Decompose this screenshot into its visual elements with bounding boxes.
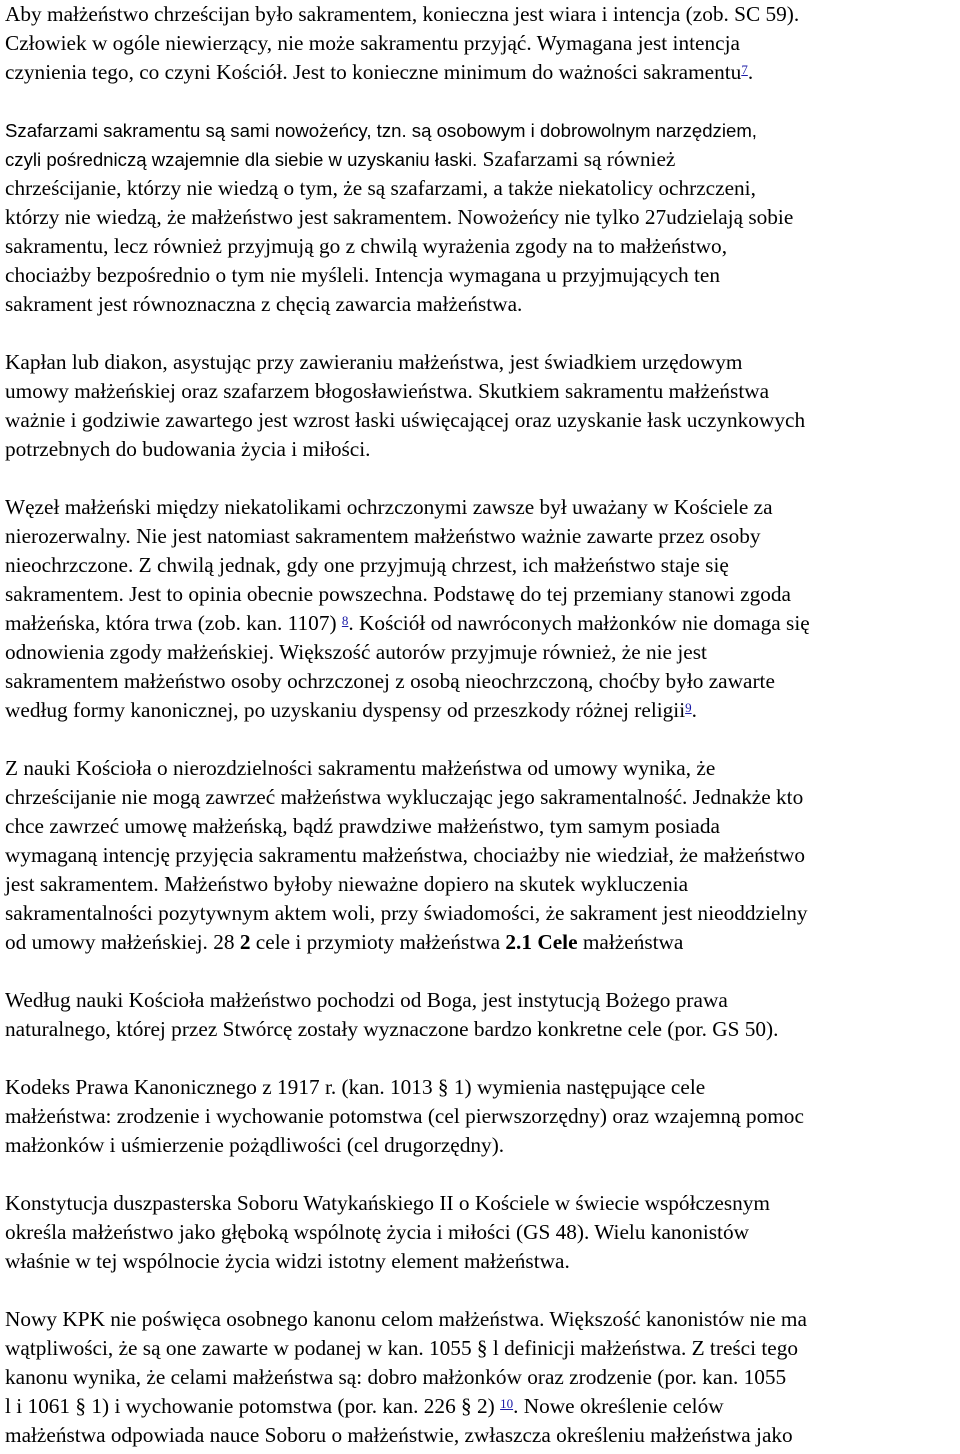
text-span: Szafarzami są również <box>477 147 676 171</box>
text-span: od umowy małżeńskiej. 28 <box>5 930 240 954</box>
text-line: kanonu wynika, że celami małżeństwa są: dobro małżonków oraz zrodzenie (por. kan. 1055 <box>5 1365 787 1389</box>
text-line <box>5 609 810 638</box>
text-line: Szafarzami sakramentu są sami nowożeńcy, tzn. są osobowym i dobrowolnym narzędziem, <box>5 120 757 141</box>
text-line: chce zawrzeć umowę małżeńską, bądź prawdziwe małżeństwo, tym samym posiada <box>5 814 720 838</box>
text-line: Człowiek w ogóle niewierzący, nie może sakramentu przyjąć. Wymagana jest intencja <box>5 31 740 55</box>
text-line: Kapłan lub diakon, asystując przy zawieraniu małżeństwa, jest świadkiem urzędowym <box>5 350 743 374</box>
text-line <box>5 928 683 957</box>
footnote-link-9[interactable]: 9 <box>685 700 692 715</box>
text-line: chociażby bezpośrednio o tym nie myśleli. Intencja wymagana u przyjmujących ten <box>5 263 720 287</box>
section-number: 2 <box>239 930 251 954</box>
text-line: wątpliwości, że są one zawarte w podanej w kan. 1055 § l definicji małżeństwa. Z treści tego <box>5 1336 799 1360</box>
text-line: wymaganą intencję przyjęcia sakramentu małżeństwa, chociażby nie wiedział, że małżeństwo <box>5 843 806 867</box>
text-line: chrześcijanie, którzy nie wiedzą o tym, że są szafarzami, a także niekatolicy ochrzczeni, <box>5 176 756 200</box>
section-heading: 2.1 Cele <box>505 930 578 954</box>
text-line: sakramentem. Jest to opinia obecnie powszechna. Podstawę do tej przemiany stanowi zgoda <box>5 582 791 606</box>
text-line: naturalnego, której przez Stwórcę zostały wyznaczone bardzo konkretne cele (por. GS 50). <box>5 1017 779 1041</box>
footnote-link-10[interactable]: 10 <box>500 1396 514 1411</box>
text-line: odnowienia zgody małżeńskiej. Większość autorów przyjmuje również, że nie jest <box>5 640 707 664</box>
text-span: małżeńska, która trwa (zob. kan. 1107) <box>5 611 342 635</box>
text-line: nieochrzczone. Z chwilą jednak, gdy one przyjmują chrzest, ich małżeństwo staje się <box>5 553 729 577</box>
text-line <box>5 696 697 725</box>
text-line: Węzeł małżeński między niekatolikami ochrzczonymi zawsze był uważany w Kościele za <box>5 495 773 519</box>
text-line: małżeństwa odpowiada nauce Soboru o małżeństwie, zwłaszcza określeniu małżeństwa jako <box>5 1423 793 1447</box>
text-line: ważnie i godziwie zawartego jest wzrost łaski uświęcającej oraz uzyskanie łask uczynkowych <box>5 408 806 432</box>
text-line: sakramentu, lecz również przyjmują go z chwilą wyrażenia zgody na to małżeństwo, <box>5 234 728 258</box>
text-line: małżeństwa: zrodzenie i wychowanie potomstwa (cel pierwszorzędny) oraz wzajemną pomoc <box>5 1104 804 1128</box>
text-line <box>5 1392 724 1421</box>
text-line: sakramentem małżeństwo osoby ochrzczonej z osobą nieochrzczoną, choćby było zawarte <box>5 669 775 693</box>
text-line: Kodeks Prawa Kanonicznego z 1917 r. (kan. 1013 § 1) wymienia następujące cele <box>5 1075 706 1099</box>
text-line: jest sakramentem. Małżeństwo byłoby nieważne dopiero na skutek wykluczenia <box>5 872 689 896</box>
text-span: czynienia tego, co czyni Kościół. Jest to konieczne minimum do ważności sakramentu <box>5 60 742 84</box>
text-line: potrzebnych do budowania życia i miłości. <box>5 437 371 461</box>
text-span: l i 1061 § 1) i wychowanie potomstwa (por. kan. 226 § 2) <box>5 1394 501 1418</box>
text-line: umowy małżeńskiej oraz szafarzem błogosławieństwa. Skutkiem sakramentu małżeństwa <box>5 379 770 403</box>
text-span: czyli pośredniczą wzajemnie dla siebie w uzyskaniu łaski. <box>5 149 478 170</box>
text-line <box>5 145 675 174</box>
text-line: sakrament jest równoznaczna z chęcią zawarcia małżeństwa. <box>5 292 523 316</box>
footnote-link-7[interactable]: 7 <box>741 62 748 77</box>
text-line: Nowy KPK nie poświęca osobnego kanonu celom małżeństwa. Większość kanonistów nie ma <box>5 1307 807 1331</box>
text-span: . Kościół od nawróconych małżonków nie domaga się <box>348 611 810 635</box>
text-line: Konstytucja duszpasterska Soboru Watykańskiego II o Kościele w świecie współczesnym <box>5 1191 770 1215</box>
footnote-link-8[interactable]: 8 <box>341 613 349 628</box>
text-span: małżeństwa <box>577 930 684 954</box>
text-line <box>5 58 753 87</box>
text-line: Aby małżeństwo chrześcijan było sakramentem, konieczna jest wiara i intencja (zob. SC 59). <box>5 2 800 26</box>
text-span: cele i przymioty małżeństwa <box>250 930 506 954</box>
text-span: . Nowe określenie celów <box>513 1394 724 1418</box>
text-line: Z nauki Kościoła o nierozdzielności sakramentu małżeństwa od umowy wynika, że <box>5 756 716 780</box>
text-line: małżonków i uśmierzenie pożądliwości (cel drugorzędny). <box>5 1133 505 1157</box>
period: . <box>747 60 754 84</box>
text-line: chrześcijanie nie mogą zawrzeć małżeństwa wykluczając jego sakramentalność. Jednakże kto <box>5 785 804 809</box>
period: . <box>691 698 697 722</box>
text-line: którzy nie wiedzą, że małżeństwo jest sakramentem. Nowożeńcy nie tylko 27udzielają sobie <box>5 205 794 229</box>
text-line: nierozerwalny. Nie jest natomiast sakramentem małżeństwo ważnie zawarte przez osoby <box>5 524 761 548</box>
text-line: Według nauki Kościoła małżeństwo pochodzi od Boga, jest instytucją Bożego prawa <box>5 988 728 1012</box>
text-span: według formy kanonicznej, po uzyskaniu dyspensy od przeszkody różnej religii <box>5 698 686 722</box>
text-line: właśnie w tej wspólnocie życia widzi istotny element małżeństwa. <box>5 1249 570 1273</box>
text-line: określa małżeństwo jako głęboką wspólnotę życia i miłości (GS 48). Wielu kanonistów <box>5 1220 749 1244</box>
text-line: sakramentalności pozytywnym aktem woli, przy świadomości, że sakrament jest nieoddzielny <box>5 901 808 925</box>
